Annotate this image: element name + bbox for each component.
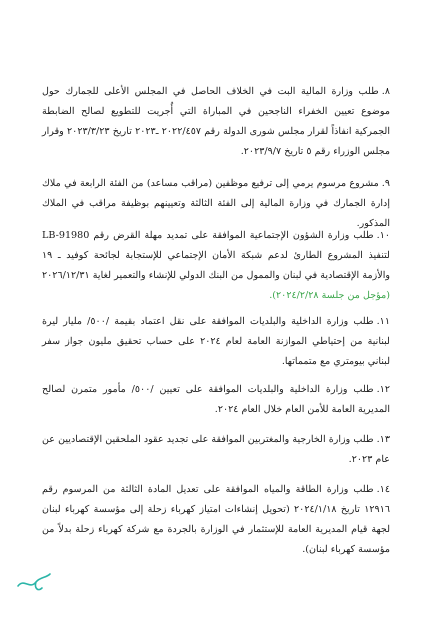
agenda-item-9 [42, 174, 390, 234]
item-number: ١٤. [376, 484, 390, 495]
item-text: مشروع مرسوم يرمي إلى ترفيع موظفين (مراقب مساعد) من الفئة الرابعة في ملاك إدارة الجمارك في وزارة المالية إلى الفئة الثالثة وتعيينهم بوظيفة مراقب في الملاك المذكور. [42, 178, 390, 229]
agenda-item-14 [42, 480, 390, 560]
agenda-item-8 [42, 82, 390, 162]
item-text: طلب وزارة المالية البت في الخلاف الحاصل في المجلس الأعلى للجمارك حول موضوع تعيين الخفراء الناجحين في المباراة التي أُجريت للتطويع لصالح الضابطة الجمركية انفاذاً لقرار مجلس شورى الدولة رقم ٢٠٢٢/٤٥٧ ـ٢٠٢٣ تاريخ ٢٠٢٣/٣/٢٣ وقرار مجلس الوزراء رقم ٥ تاريخ ٢٠٢٣/٩/٧. [42, 86, 390, 157]
item-number: ١١. [376, 316, 390, 327]
agenda-item-12 [42, 380, 390, 420]
item-number: ١٣. [376, 434, 390, 445]
agenda-item-11 [42, 312, 390, 372]
signature-mark [16, 568, 60, 594]
item-text: طلب وزارة الطاقة والمياه الموافقة على تعديل المادة الثالثة من المرسوم رقم ١٢٩١٦ تاريخ ٢٠٢٤/١/١٨ (تحويل إنشاءات امتياز كهرباء زحلة إلى مؤسسة كهرباء لبنان لجهة قيام المديرية العامة للإستثمار في الوزارة بالجردة مع شركة كهرباء زحلة بدلاً من مؤسسة كهرباء لبنان). [42, 484, 390, 555]
item-number: ١٢. [376, 384, 391, 395]
item-text: طلب وزارة الشؤون الإجتماعية الموافقة على تمديد مهلة القرض رقم LB-91980 لتنفيذ المشروع الطارئ لدعم شبكة الأمان الإجتماعي للإستجابة لجائحة كوفيد ـ ١٩ والأزمة الإقتصادية في لبنان والممول من البنك الدولي للإنشاء والتعمير لغاية ٢٠٢٦/١٢/٣١ [42, 230, 390, 281]
postponed-note: (مؤجل من جلسة ٢٠٢٤/٢/٢٨). [269, 290, 390, 301]
item-number: ١٠. [376, 230, 390, 241]
item-number: ٨. [381, 86, 390, 97]
item-text: طلب وزارة الخارجية والمغتربين الموافقة على تجديد عقود الملحقين الإقتصاديين عن عام ٢٠٢٣. [42, 434, 390, 465]
item-text: طلب وزارة الداخلية والبلديات الموافقة على نقل اعتماد بقيمة /٥٠٠/ مليار ليرة لبنانية من إحتياطي الموازنة العامة لعام ٢٠٢٤ على حساب تحقيق مليون جواز سفر لبناني بيومتري مع متمماتها. [42, 316, 390, 367]
item-number: ٩. [381, 178, 390, 189]
item-text: طلب وزارة الداخلية والبلديات الموافقة على تعيين /٥٠٠/ مأمور متمرن لصالح المديرية العامة للأمن العام خلال العام ٢٠٢٤. [42, 384, 390, 415]
agenda-item-10 [42, 226, 390, 306]
agenda-item-13 [42, 430, 390, 470]
